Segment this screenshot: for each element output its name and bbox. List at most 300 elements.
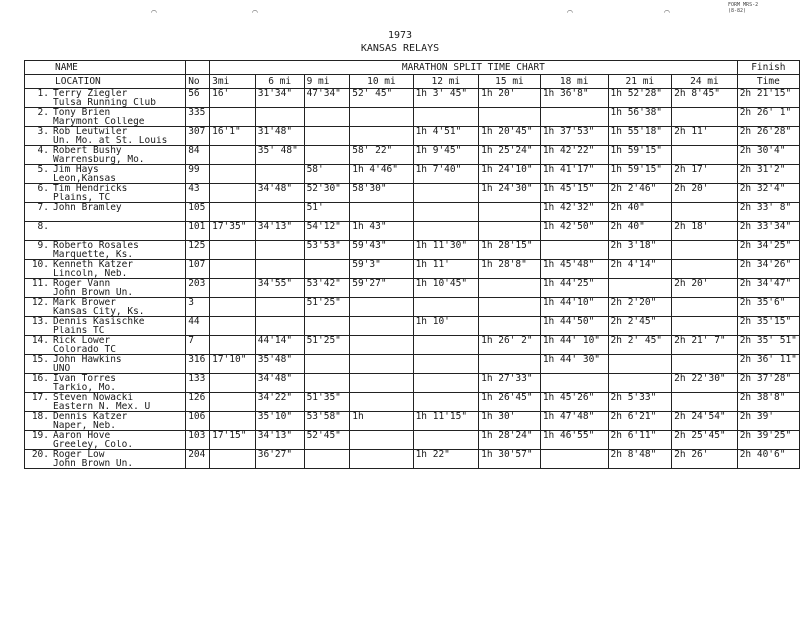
split-time: 1h 59'15" (608, 146, 672, 156)
split-time (413, 355, 479, 365)
form-number (728, 2, 758, 14)
bib-number: 107 (186, 260, 210, 270)
split-time: 2h 20' (672, 184, 738, 194)
split-time (210, 450, 256, 460)
split-time: 47'34" (304, 89, 350, 99)
table-row-location (25, 269, 800, 279)
runner-name: John Bramley (53, 202, 122, 212)
split-time: 1h 26'45" (479, 393, 541, 403)
split-time: 1h 4'46" (350, 165, 413, 175)
empty-cell (304, 402, 350, 412)
split-time: 2h 2'45" (608, 317, 672, 327)
empty-cell (350, 364, 413, 374)
empty-cell (540, 250, 608, 260)
split-time: 1h 52'28" (608, 89, 672, 99)
finish-time: 2h 36' 11" (737, 355, 799, 365)
split-time: 1h 26' 2" (479, 336, 541, 346)
runner-name: Robert Bushy (53, 145, 122, 155)
table-row-location (25, 440, 800, 450)
page-title: KANSAS RELAYS (360, 43, 440, 54)
empty-cell (350, 136, 413, 146)
split-time: 1h 44'25" (540, 279, 608, 289)
finish-time: 2h 39' (737, 412, 799, 422)
place-number: 2. (37, 107, 49, 117)
empty-cell (255, 231, 304, 241)
empty-cell (672, 440, 738, 450)
runner-location: Leon,Kansas (25, 174, 186, 184)
empty-cell (479, 269, 541, 279)
split-time: 1h 11' (413, 260, 479, 270)
empty-cell (413, 421, 479, 431)
table-row (25, 355, 800, 365)
split-time (608, 355, 672, 365)
bib-number: 105 (186, 203, 210, 213)
place-number: 20. (31, 449, 49, 459)
empty-cell (479, 174, 541, 184)
split-time (304, 450, 350, 460)
empty-cell (255, 174, 304, 184)
empty-cell (186, 440, 210, 450)
split-time: 1h 36'8" (540, 89, 608, 99)
empty-cell (608, 326, 672, 336)
runner-location: Eastern N. Mex. U (25, 402, 186, 412)
split-time (255, 317, 304, 327)
table-row (25, 89, 800, 99)
split-header: 9 mi (304, 75, 350, 89)
empty-cell (255, 364, 304, 374)
split-time (210, 260, 256, 270)
runner-name: Roger Low (53, 449, 105, 459)
empty-cell (737, 307, 799, 317)
split-time (210, 336, 256, 346)
empty-cell (608, 421, 672, 431)
empty-cell (255, 421, 304, 431)
empty-cell (255, 117, 304, 127)
split-time (210, 298, 256, 308)
table-row (25, 393, 800, 403)
empty-cell (304, 383, 350, 393)
split-header: 12 mi (413, 75, 479, 89)
split-time (672, 393, 738, 403)
empty-cell (479, 136, 541, 146)
empty-cell (608, 98, 672, 108)
split-time: 1h 42'22" (540, 146, 608, 156)
split-time: 2h 21' 7" (672, 336, 738, 346)
split-time: 1h 41'17" (540, 165, 608, 175)
bib-number: 3 (186, 298, 210, 308)
split-time (210, 412, 256, 422)
bib-number: 126 (186, 393, 210, 403)
finish-time: 2h 39'25" (737, 431, 799, 441)
empty-cell (210, 307, 256, 317)
place-number: 6. (37, 183, 49, 193)
split-time: 1h 10' (413, 317, 479, 327)
empty-cell (737, 345, 799, 355)
empty-cell (304, 136, 350, 146)
split-time: 2h 11' (672, 127, 738, 137)
empty-cell (608, 364, 672, 374)
runner-name-cell (25, 450, 186, 460)
split-time: 2h 8'45" (672, 89, 738, 99)
split-time: 1h 47'48" (540, 412, 608, 422)
table-row (25, 317, 800, 327)
empty-cell (672, 459, 738, 469)
split-time: 1h 56'38" (608, 108, 672, 118)
empty-cell (540, 402, 608, 412)
place-number: 16. (31, 373, 49, 383)
empty-cell (413, 136, 479, 146)
runner-name: Roger Vann (53, 278, 111, 288)
split-time: 2h 2' 45" (608, 336, 672, 346)
runner-name-cell (25, 222, 186, 232)
split-time (413, 393, 479, 403)
punch-hole-mark: ◠ (664, 8, 670, 18)
empty-cell (186, 364, 210, 374)
split-time (210, 165, 256, 175)
split-time: 1h 27'33" (479, 374, 541, 384)
runner-location: UNO (25, 364, 186, 374)
runner-name-cell (25, 127, 186, 137)
empty-cell (210, 174, 256, 184)
table-row-location (25, 345, 800, 355)
form-number-line: FORM MRS-2 (728, 2, 759, 8)
split-time: 1h 30' (479, 412, 541, 422)
empty-cell (672, 288, 738, 298)
runner-location: Plains, TC (25, 193, 186, 203)
finish-time: 2h 34'25" (737, 241, 799, 251)
empty-cell (350, 326, 413, 336)
table-row-location (25, 307, 800, 317)
split-time: 1h 42'50" (540, 222, 608, 232)
split-time (540, 374, 608, 384)
empty-cell (479, 193, 541, 203)
empty-cell (413, 326, 479, 336)
empty-cell (737, 326, 799, 336)
runner-name: Dennis Katzer (53, 411, 128, 421)
location-header: LOCATION (25, 75, 186, 89)
empty-cell (210, 117, 256, 127)
empty-cell (255, 136, 304, 146)
table-row-location (25, 364, 800, 374)
table-row (25, 374, 800, 384)
split-time (672, 355, 738, 365)
no-header-top (186, 61, 210, 75)
split-time: 31'34" (255, 89, 304, 99)
table-row (25, 431, 800, 441)
split-time (350, 431, 413, 441)
empty-cell (479, 117, 541, 127)
empty-cell (540, 174, 608, 184)
empty-cell (255, 440, 304, 450)
split-time: 16' (210, 89, 256, 99)
split-time (350, 374, 413, 384)
split-time (350, 203, 413, 213)
split-time (413, 108, 479, 118)
empty-cell (413, 98, 479, 108)
empty-cell (413, 345, 479, 355)
table-row-location (25, 174, 800, 184)
empty-cell (479, 326, 541, 336)
runner-name-cell (25, 279, 186, 289)
split-time (350, 336, 413, 346)
table-row (25, 450, 800, 460)
empty-cell (672, 402, 738, 412)
empty-cell (255, 212, 304, 222)
empty-cell (540, 98, 608, 108)
runner-name: Steven Nowacki (53, 392, 134, 402)
split-time (479, 279, 541, 289)
finish-time: 2h 31'2" (737, 165, 799, 175)
empty-cell (608, 307, 672, 317)
empty-cell (608, 288, 672, 298)
empty-cell (255, 345, 304, 355)
empty-cell (608, 440, 672, 450)
place-number: 14. (31, 335, 49, 345)
finish-time: 2h 34'47" (737, 279, 799, 289)
table-row-location (25, 212, 800, 222)
empty-cell (540, 421, 608, 431)
empty-cell (210, 155, 256, 165)
runner-name-cell (25, 336, 186, 346)
empty-cell (737, 459, 799, 469)
runner-name: Roberto Rosales (53, 240, 139, 250)
split-time: 1h 7'40" (413, 165, 479, 175)
empty-cell (672, 136, 738, 146)
split-time (210, 108, 256, 118)
page-year: 1973 (387, 30, 413, 41)
empty-cell (672, 250, 738, 260)
empty-cell (304, 155, 350, 165)
table-row (25, 222, 800, 232)
empty-cell (255, 326, 304, 336)
finish-time: 2h 26'28" (737, 127, 799, 137)
finish-time: 2h 40'6" (737, 450, 799, 460)
split-time: 1h 30'57" (479, 450, 541, 460)
empty-cell (540, 364, 608, 374)
split-time: 54'12" (304, 222, 350, 232)
place-number: 4. (37, 145, 49, 155)
split-time (350, 108, 413, 118)
empty-cell (737, 136, 799, 146)
empty-cell (210, 326, 256, 336)
empty-cell (608, 250, 672, 260)
empty-cell (737, 174, 799, 184)
table-row (25, 184, 800, 194)
empty-cell (479, 155, 541, 165)
split-time (210, 279, 256, 289)
empty-cell (413, 155, 479, 165)
split-time: 1h 43" (350, 222, 413, 232)
split-time (304, 317, 350, 327)
runner-location: Lincoln, Neb. (25, 269, 186, 279)
split-time: 53'53" (304, 241, 350, 251)
empty-cell (672, 231, 738, 241)
split-time (255, 165, 304, 175)
table-row (25, 336, 800, 346)
empty-cell (608, 345, 672, 355)
place-number: 17. (31, 392, 49, 402)
empty-cell (608, 136, 672, 146)
split-time (210, 184, 256, 194)
empty-cell (672, 326, 738, 336)
empty-cell (413, 364, 479, 374)
empty-cell (672, 174, 738, 184)
split-time (350, 127, 413, 137)
empty-cell (304, 326, 350, 336)
split-time (413, 184, 479, 194)
table-row-location (25, 117, 800, 127)
empty-cell (672, 345, 738, 355)
empty-cell (540, 117, 608, 127)
empty-cell (479, 231, 541, 241)
split-time: 1h 11'30" (413, 241, 479, 251)
empty-cell (540, 326, 608, 336)
runner-name: Kenneth Katzer (53, 259, 134, 269)
split-time: 2h 2'20" (608, 298, 672, 308)
split-time: 52'30" (304, 184, 350, 194)
empty-cell (413, 383, 479, 393)
table-row (25, 165, 800, 175)
table-row-location (25, 402, 800, 412)
empty-cell (608, 117, 672, 127)
split-time: 58' 22" (350, 146, 413, 156)
runner-name-cell (25, 431, 186, 441)
empty-cell (608, 231, 672, 241)
empty-cell (304, 117, 350, 127)
empty-cell (304, 307, 350, 317)
bib-number: 44 (186, 317, 210, 327)
split-time: 51'35" (304, 393, 350, 403)
empty-cell (186, 307, 210, 317)
runner-name: Ivan Torres (53, 373, 116, 383)
bib-number: 106 (186, 412, 210, 422)
finish-time: 2h 35'6" (737, 298, 799, 308)
empty-cell (540, 307, 608, 317)
split-time: 31'48" (255, 127, 304, 137)
empty-cell (479, 383, 541, 393)
split-time: 1h 20'45" (479, 127, 541, 137)
split-time: 36'27" (255, 450, 304, 460)
runner-name: Terry Ziegler (53, 88, 128, 98)
split-time: 1h 46'55" (540, 431, 608, 441)
split-time: 1h 45'48" (540, 260, 608, 270)
runner-name-cell (25, 317, 186, 327)
runner-name: Rick Lower (53, 335, 111, 345)
place-number: 10. (31, 259, 49, 269)
split-time: 1h 59'15" (608, 165, 672, 175)
split-time: 53'42" (304, 279, 350, 289)
split-time: 2h 5'33" (608, 393, 672, 403)
empty-cell (540, 269, 608, 279)
table-row-location (25, 155, 800, 165)
split-time (540, 241, 608, 251)
runner-name: Tony Brien (53, 107, 111, 117)
split-time: 58' (304, 165, 350, 175)
empty-cell (413, 250, 479, 260)
split-time: 35'48" (255, 355, 304, 365)
empty-cell (413, 269, 479, 279)
place-number: 9. (37, 240, 49, 250)
empty-cell (255, 269, 304, 279)
empty-cell (304, 421, 350, 431)
empty-cell (737, 155, 799, 165)
empty-cell (672, 307, 738, 317)
split-time (210, 241, 256, 251)
runner-location: Kansas City, Ks. (25, 307, 186, 317)
table-row (25, 108, 800, 118)
split-time: 34'55" (255, 279, 304, 289)
split-time: 2h 24'54" (672, 412, 738, 422)
empty-cell (304, 212, 350, 222)
runner-name-cell (25, 241, 186, 251)
split-time (672, 203, 738, 213)
time-header: Time (737, 75, 799, 89)
empty-cell (350, 345, 413, 355)
place-number: 13. (31, 316, 49, 326)
split-time (479, 222, 541, 232)
empty-cell (186, 212, 210, 222)
empty-cell (672, 98, 738, 108)
empty-cell (413, 231, 479, 241)
place-number: 15. (31, 354, 49, 364)
empty-cell (186, 345, 210, 355)
split-time: 52'45" (304, 431, 350, 441)
empty-cell (737, 98, 799, 108)
split-time: 1h 44' 10" (540, 336, 608, 346)
empty-cell (479, 98, 541, 108)
empty-cell (540, 212, 608, 222)
empty-cell (255, 155, 304, 165)
split-time: 2h 40" (608, 203, 672, 213)
split-header: 18 mi (540, 75, 608, 89)
split-time (255, 298, 304, 308)
split-time: 1h 28'8" (479, 260, 541, 270)
empty-cell (210, 402, 256, 412)
empty-cell (255, 98, 304, 108)
empty-cell (540, 288, 608, 298)
place-number: 5. (37, 164, 49, 174)
empty-cell (304, 98, 350, 108)
empty-cell (608, 174, 672, 184)
split-time: 34'13" (255, 431, 304, 441)
split-time (210, 374, 256, 384)
split-time (350, 317, 413, 327)
place-number: 1. (37, 88, 49, 98)
table-row-location (25, 383, 800, 393)
split-time: 1h 3' 45" (413, 89, 479, 99)
empty-cell (540, 193, 608, 203)
empty-cell (413, 193, 479, 203)
empty-cell (186, 421, 210, 431)
empty-cell (540, 459, 608, 469)
empty-cell (672, 383, 738, 393)
empty-cell (413, 212, 479, 222)
split-time (304, 374, 350, 384)
empty-cell (350, 212, 413, 222)
empty-cell (737, 212, 799, 222)
bib-number: 56 (186, 89, 210, 99)
table-row (25, 279, 800, 289)
split-time: 34'13" (255, 222, 304, 232)
split-time: 2h 18' (672, 222, 738, 232)
finish-time: 2h 35' 51" (737, 336, 799, 346)
split-time: 1h 45'26" (540, 393, 608, 403)
split-time: 1h 45'15" (540, 184, 608, 194)
empty-cell (479, 307, 541, 317)
empty-cell (210, 364, 256, 374)
empty-cell (186, 193, 210, 203)
empty-cell (186, 269, 210, 279)
